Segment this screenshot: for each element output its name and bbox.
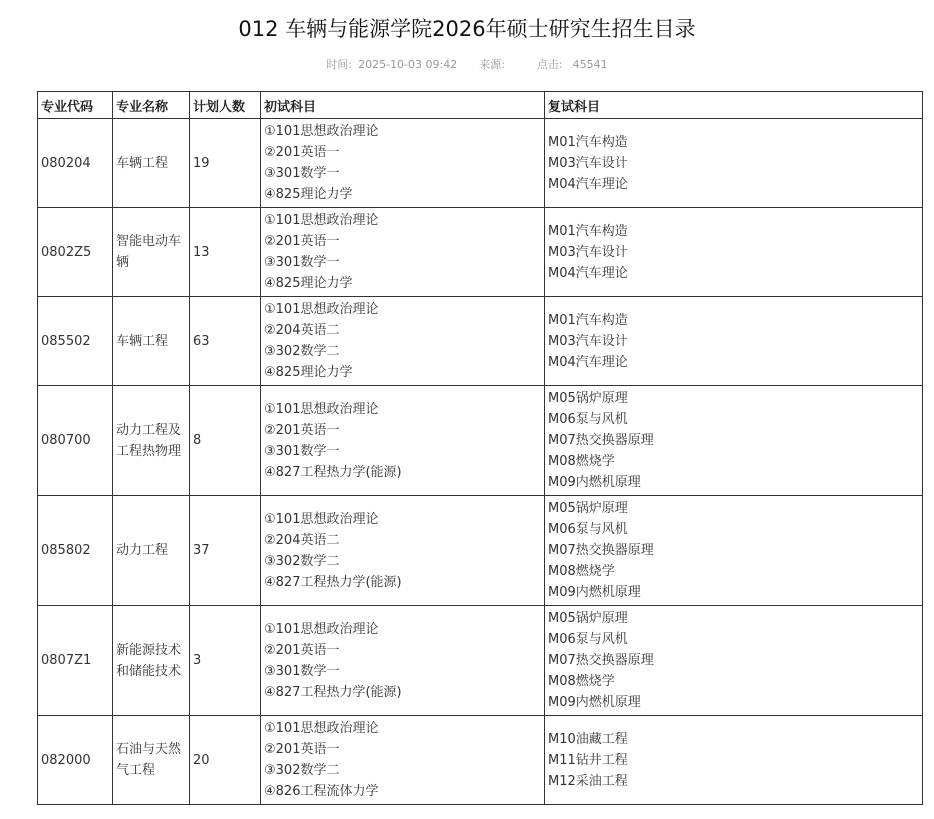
header-code: 专业代码 <box>38 92 113 119</box>
program-name: 石油与天然气工程 <box>113 716 190 805</box>
program-name: 新能源技术和储能技术 <box>113 606 190 716</box>
table-row <box>38 297 923 386</box>
retest-subjects <box>545 496 923 606</box>
planned-enrollment: 37 <box>190 496 261 606</box>
exam-subject-item: ①101思想政治理论 <box>264 621 379 637</box>
retest-subjects <box>545 208 923 297</box>
planned-enrollment: 63 <box>190 297 261 386</box>
program-name: 智能电动车辆 <box>113 208 190 297</box>
retest-subject-item: M06泵与风机 <box>548 522 628 537</box>
exam-subject-item: ②201英语一 <box>264 742 340 757</box>
table-row <box>38 119 923 208</box>
program-code: 085802 <box>38 496 113 606</box>
table-header-row <box>38 92 923 119</box>
source-label: 来源: <box>479 58 505 71</box>
planned-enrollment: 19 <box>190 119 261 208</box>
table-row <box>38 716 923 805</box>
time-value: 2025-10-03 09:42 <box>358 58 458 71</box>
exam-subject-item: ④825理论力学 <box>264 276 353 291</box>
exam-subject-item: ①101思想政治理论 <box>264 401 379 417</box>
table-row <box>38 606 923 716</box>
header-retest: 复试科目 <box>545 92 923 119</box>
exam-subject-item: ③301数学一 <box>264 166 340 181</box>
exam-subject-item: ③302数学二 <box>264 763 340 778</box>
exam-subject-item: ①101思想政治理论 <box>264 302 379 317</box>
planned-enrollment: 20 <box>190 716 261 805</box>
program-code: 080700 <box>38 386 113 496</box>
exam-subject-item: ②201英语一 <box>264 422 340 438</box>
program-code: 0807Z1 <box>38 606 113 716</box>
table-body <box>38 119 923 805</box>
exam-subject-item: ③302数学二 <box>264 344 340 359</box>
retest-subject-item: M09内燃机原理 <box>548 475 641 490</box>
exam-subject-item: ①101思想政治理论 <box>264 511 379 527</box>
planned-enrollment: 13 <box>190 208 261 297</box>
article-meta <box>0 57 934 73</box>
retest-subject-item: M10油藏工程 <box>548 731 628 747</box>
table-row <box>38 496 923 606</box>
program-name: 动力工程及工程热物理 <box>113 386 190 496</box>
retest-subject-item: M05锅炉原理 <box>548 391 628 406</box>
retest-subject-item: M07热交换器原理 <box>548 543 654 558</box>
retest-subject-item: M04汽车理论 <box>548 176 628 192</box>
retest-subjects <box>545 297 923 386</box>
retest-subject-item: M08燃烧学 <box>548 454 615 469</box>
header-exam: 初试科目 <box>261 92 545 119</box>
retest-subject-item: M07热交换器原理 <box>548 653 654 668</box>
program-name: 动力工程 <box>113 496 190 606</box>
program-code: 085502 <box>38 297 113 386</box>
exam-subject-item: ③301数学一 <box>264 443 340 459</box>
exam-subject-item: ②201英语一 <box>264 642 340 658</box>
clicks-label: 点击: <box>536 58 563 71</box>
exam-subjects <box>261 119 545 208</box>
retest-subject-item: M01汽车构造 <box>548 223 628 239</box>
retest-subject-item: M05锅炉原理 <box>548 501 628 516</box>
table-row <box>38 386 923 496</box>
retest-subject-item: M08燃烧学 <box>548 564 615 579</box>
exam-subject-item: ①101思想政治理论 <box>264 721 379 736</box>
page-title: 012 车辆与能源学院2026年硕士研究生招生目录 <box>238 17 696 41</box>
exam-subject-item: ③301数学一 <box>264 663 340 679</box>
clicks-value: 45541 <box>572 58 608 71</box>
exam-subject-item: ④826工程流体力学 <box>264 784 379 799</box>
program-name: 车辆工程 <box>113 297 190 386</box>
retest-subject-item: M06泵与风机 <box>548 412 628 427</box>
exam-subject-item: ④825理论力学 <box>264 187 353 202</box>
retest-subject-item: M09内燃机原理 <box>548 695 641 710</box>
exam-subjects <box>261 716 545 805</box>
exam-subjects <box>261 606 545 716</box>
retest-subject-item: M03汽车设计 <box>548 333 628 349</box>
exam-subject-item: ③302数学二 <box>264 553 340 569</box>
retest-subjects <box>545 606 923 716</box>
retest-subject-item: M09内燃机原理 <box>548 585 641 600</box>
admissions-catalog-table <box>37 91 923 805</box>
program-code: 0802Z5 <box>38 208 113 297</box>
retest-subject-item: M03汽车设计 <box>548 155 628 171</box>
retest-subject-item: M01汽车构造 <box>548 134 628 150</box>
exam-subject-item: ④827工程热力学(能源) <box>264 684 402 700</box>
exam-subject-item: ②204英语二 <box>264 532 340 548</box>
retest-subject-item: M04汽车理论 <box>548 354 628 370</box>
exam-subjects <box>261 496 545 606</box>
retest-subject-item: M06泵与风机 <box>548 632 628 647</box>
exam-subjects <box>261 386 545 496</box>
exam-subject-item: ④827工程热力学(能源) <box>264 464 402 480</box>
retest-subject-item: M01汽车构造 <box>548 312 628 328</box>
retest-subject-item: M11钻井工程 <box>548 752 628 768</box>
retest-subject-item: M05锅炉原理 <box>548 611 628 626</box>
exam-subject-item: ②201英语一 <box>264 145 340 160</box>
header-plan: 计划人数 <box>190 92 261 119</box>
exam-subject-item: ④827工程热力学(能源) <box>264 574 402 590</box>
program-code: 082000 <box>38 716 113 805</box>
exam-subjects <box>261 208 545 297</box>
planned-enrollment: 8 <box>190 386 261 496</box>
retest-subjects <box>545 716 923 805</box>
exam-subject-item: ①101思想政治理论 <box>264 124 379 139</box>
exam-subject-item: ②204英语二 <box>264 323 340 338</box>
retest-subjects <box>545 119 923 208</box>
retest-subject-item: M07热交换器原理 <box>548 433 654 448</box>
retest-subject-item: M12采油工程 <box>548 773 628 789</box>
time-label: 时间: <box>326 58 353 71</box>
retest-subjects <box>545 386 923 496</box>
exam-subject-item: ③301数学一 <box>264 255 340 270</box>
retest-subject-item: M04汽车理论 <box>548 265 628 281</box>
planned-enrollment: 3 <box>190 606 261 716</box>
header-name: 专业名称 <box>113 92 190 119</box>
retest-subject-item: M08燃烧学 <box>548 674 615 689</box>
exam-subject-item: ②201英语一 <box>264 234 340 249</box>
exam-subject-item: ①101思想政治理论 <box>264 213 379 228</box>
program-name: 车辆工程 <box>113 119 190 208</box>
retest-subject-item: M03汽车设计 <box>548 244 628 260</box>
table-row <box>38 208 923 297</box>
exam-subject-item: ④825理论力学 <box>264 365 353 380</box>
program-code: 080204 <box>38 119 113 208</box>
exam-subjects <box>261 297 545 386</box>
